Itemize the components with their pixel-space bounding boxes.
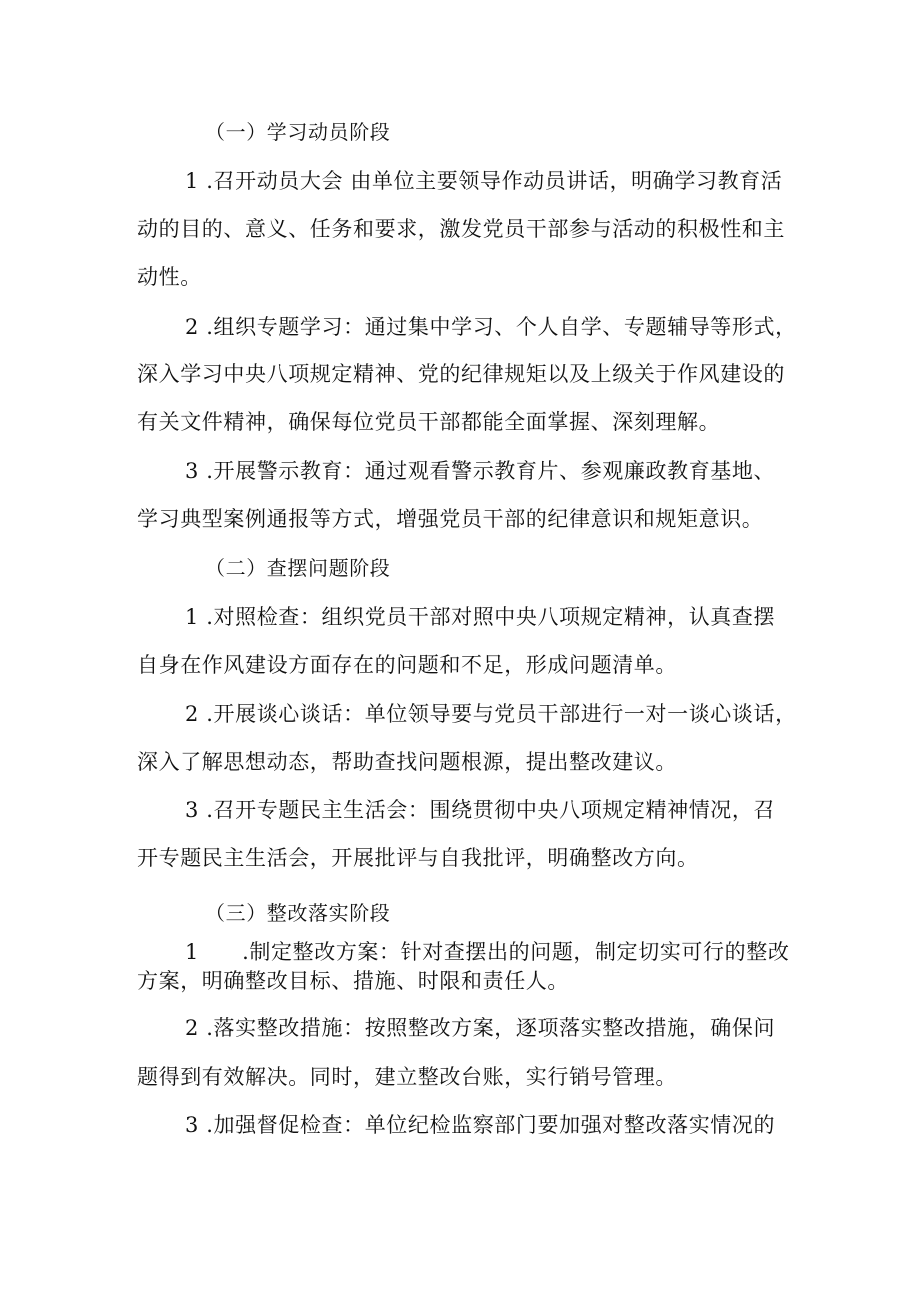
paragraph-line: 2 .落实整改措施：按照整改方案，逐项落实整改措施，确保问 (185, 1016, 776, 1040)
paragraph-line: 1 .召开动员大会 由单位主要领导作动员讲话，明确学习教育活 (185, 169, 783, 193)
paragraph-line: 开专题民主生活会，开展批评与自我批评，明确整改方向。 (137, 846, 699, 870)
paragraph-line: 2 .组织专题学习：通过集中学习、个人自学、专题辅导等形式， (185, 315, 797, 339)
paragraph-line: 3 .开展警示教育：通过观看警示教育片、参观廉政教育基地、 (185, 459, 776, 483)
paragraph-line: 自身在作风建设方面存在的问题和不足，形成问题清单。 (137, 653, 677, 677)
paragraph-line: 动的目的、意义、任务和要求，激发党员干部参与活动的积极性和主 (137, 217, 785, 241)
paragraph-line: 深入了解思想动态，帮助查找问题根源，提出整改建议。 (137, 750, 677, 774)
paragraph-line: 1 .对照检查：组织党员干部对照中央八项规定精神，认真查摆 (185, 605, 776, 629)
paragraph-line: 1 .制定整改方案：针对查摆出的问题，制定切实可行的整改 (185, 940, 790, 964)
paragraph-line: 有关文件精神，确保每位党员干部都能全面掌握、深刻理解。 (137, 410, 721, 434)
paragraph-line: 动性。 (137, 265, 202, 289)
section-heading-2: （二）查摆问题阶段 (205, 556, 391, 580)
paragraph-line: 3 .召开专题民主生活会：围绕贯彻中央八项规定精神情况，召 (185, 798, 776, 822)
section-heading-1: （一）学习动员阶段 (205, 120, 391, 144)
paragraph-line: 学习典型案例通报等方式，增强党员干部的纪律意识和规矩意识。 (137, 507, 764, 531)
paragraph-line: 2 .开展谈心谈话：单位领导要与党员干部进行一对一谈心谈话， (185, 702, 797, 726)
paragraph-line: 3 .加强督促检查：单位纪检监察部门要加强对整改落实情况的 (185, 1113, 776, 1137)
paragraph-line: 方案，明确整改目标、措施、时限和责任人。 (137, 969, 569, 993)
paragraph-line: 深入学习中央八项规定精神、党的纪律规矩以及上级关于作风建设的 (137, 362, 785, 386)
section-heading-3: （三）整改落实阶段 (205, 901, 391, 925)
paragraph-line: 题得到有效解决。同时，建立整改台账，实行销号管理。 (137, 1065, 677, 1089)
